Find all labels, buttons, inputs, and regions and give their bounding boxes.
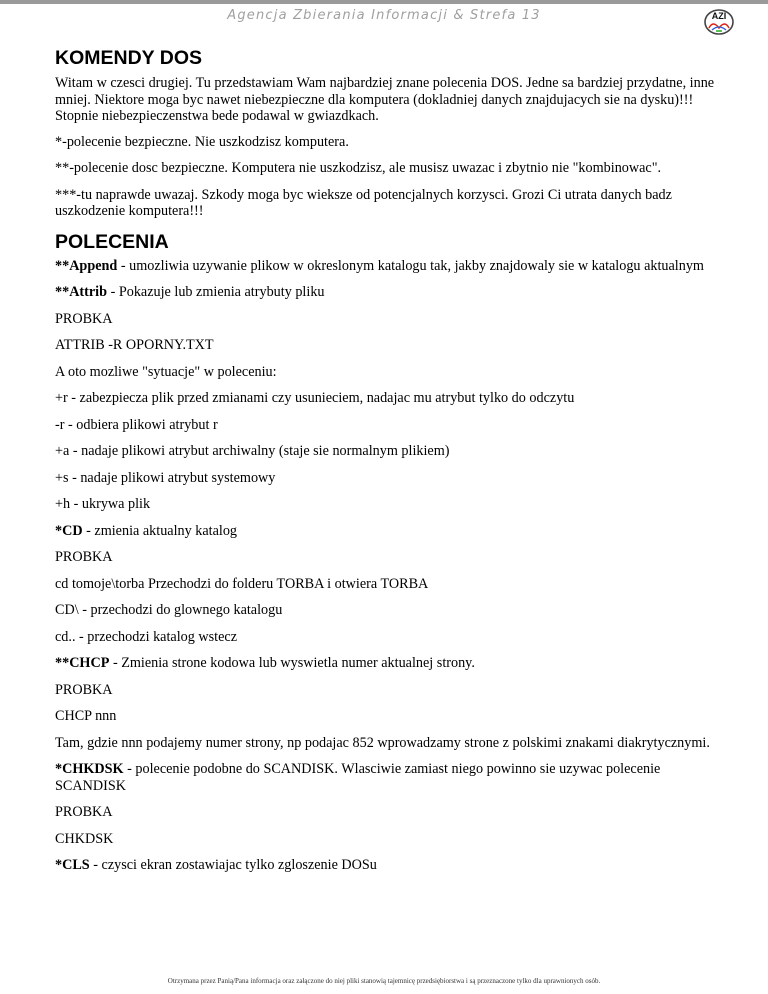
heading-polecenia: POLECENIA [55, 230, 169, 253]
command-chkdsk [55, 761, 725, 794]
command-description: - czysci ekran zostawiajac tylko zgloszenie DOSu [89, 857, 377, 873]
option-line: +a - nadaje plikowi atrybut archiwalny (staje sie normalnym plikiem) [55, 443, 450, 459]
logo-text: AZI [711, 11, 727, 21]
command-name: *CLS [55, 857, 90, 873]
option-line: +s - nadaje plikowi atrybut systemowy [55, 469, 276, 486]
example-label: PROBKA [55, 804, 113, 820]
example-line: CD\ - przechodzi do glownego katalogu [55, 602, 283, 618]
option-line: -r - odbiera plikowi atrybut r [55, 416, 218, 433]
example-label: PROBKA [55, 549, 113, 565]
command-description: - umozliwia uzywanie plikow w okreslonym katalogu tak, jakby znajdowaly sie w katalogu aktualnym [117, 257, 704, 274]
command-name: *CHKDSK [55, 761, 124, 777]
level-one-description: *-polecenie bezpieczne. Nie uszkodzisz komputera. [55, 133, 349, 150]
command-name: **Append [55, 257, 118, 274]
confidentiality-footer: Otrzymana przez Panią/Pana informacja oraz załączone do niej pliki stanowią tajemnicę przedsiębiorstwa i są przeznaczone tylko dla uprawnionych osób. [167, 977, 601, 985]
example-line: cd tomoje\torba Przechodzi do folderu TORBA i otwiera TORBA [55, 575, 429, 592]
level-three-description: ***-tu naprawde uwazaj. Szkody moga byc wieksze od potencjalnych korzysci. Grozi Ci utrata danych badz uszkodzenie komputera!!! [55, 186, 672, 219]
example-label: PROBKA [55, 681, 113, 698]
command-chcp [55, 655, 725, 672]
command-cd [55, 523, 725, 540]
command-description: - zmienia aktualny katalog [82, 522, 238, 539]
text-line: Tam, gdzie nnn podajemy numer strony, np podajac 852 wprowadzamy strone z polskimi znakami diakrytycznymi. [55, 734, 710, 751]
command-name: **CHCP [55, 655, 110, 671]
command-description: - polecenie podobne do SCANDISK. Wlasciwie zamiast niego powinno sie uzywac polecenie SCANDISK [55, 761, 661, 794]
command-description: - Pokazuje lub zmienia atrybuty pliku [107, 284, 325, 300]
example-line: cd.. - przechodzi katalog wstecz [55, 628, 237, 645]
option-line: +r - zabezpiecza plik przed zmianami czy usunieciem, nadajac mu atrybut tylko do odczytu [55, 390, 575, 406]
command-append [55, 258, 725, 275]
intro-paragraph: Witam w czesci drugiej. Tu przedstawiam Wam najbardziej znane polecenia DOS. Jedne sa bardziej przydatne, inne mniej. Niektore moga byc nawet niebezpieczne dla komputera (dokladniej danych znajdujacych sie na dysku)!!! Stopnie niebezpieczenstwa bede podawal w gwiazdkach. [55, 75, 715, 124]
document-body [55, 46, 725, 874]
command-cls [55, 857, 725, 874]
page-header: Agencja Zbierania Informacji & Strefa 13 [227, 8, 541, 23]
option-line: +h - ukrywa plik [55, 496, 151, 512]
level-two-description: **-polecenie dosc bezpieczne. Komputera nie uszkodzisz, ale musisz uwazac i zbytnio nie "kombinowac". [55, 160, 662, 176]
top-border [0, 0, 768, 4]
text-line: A oto mozliwe "sytuacje" w poleceniu: [55, 363, 277, 380]
example-line: CHKDSK [55, 830, 114, 847]
heading-komendy-dos: KOMENDY DOS [55, 47, 202, 69]
command-description: - Zmienia strone kodowa lub wyswietla numer aktualnej strony. [109, 655, 475, 671]
command-name: *CD [55, 522, 83, 539]
command-name: **Attrib [55, 284, 108, 300]
example-line: ATTRIB -R OPORNY.TXT [55, 337, 214, 353]
example-label: PROBKA [55, 310, 113, 327]
command-attrib [55, 284, 725, 301]
azi-logo [703, 7, 735, 35]
example-line: CHCP nnn [55, 708, 117, 724]
